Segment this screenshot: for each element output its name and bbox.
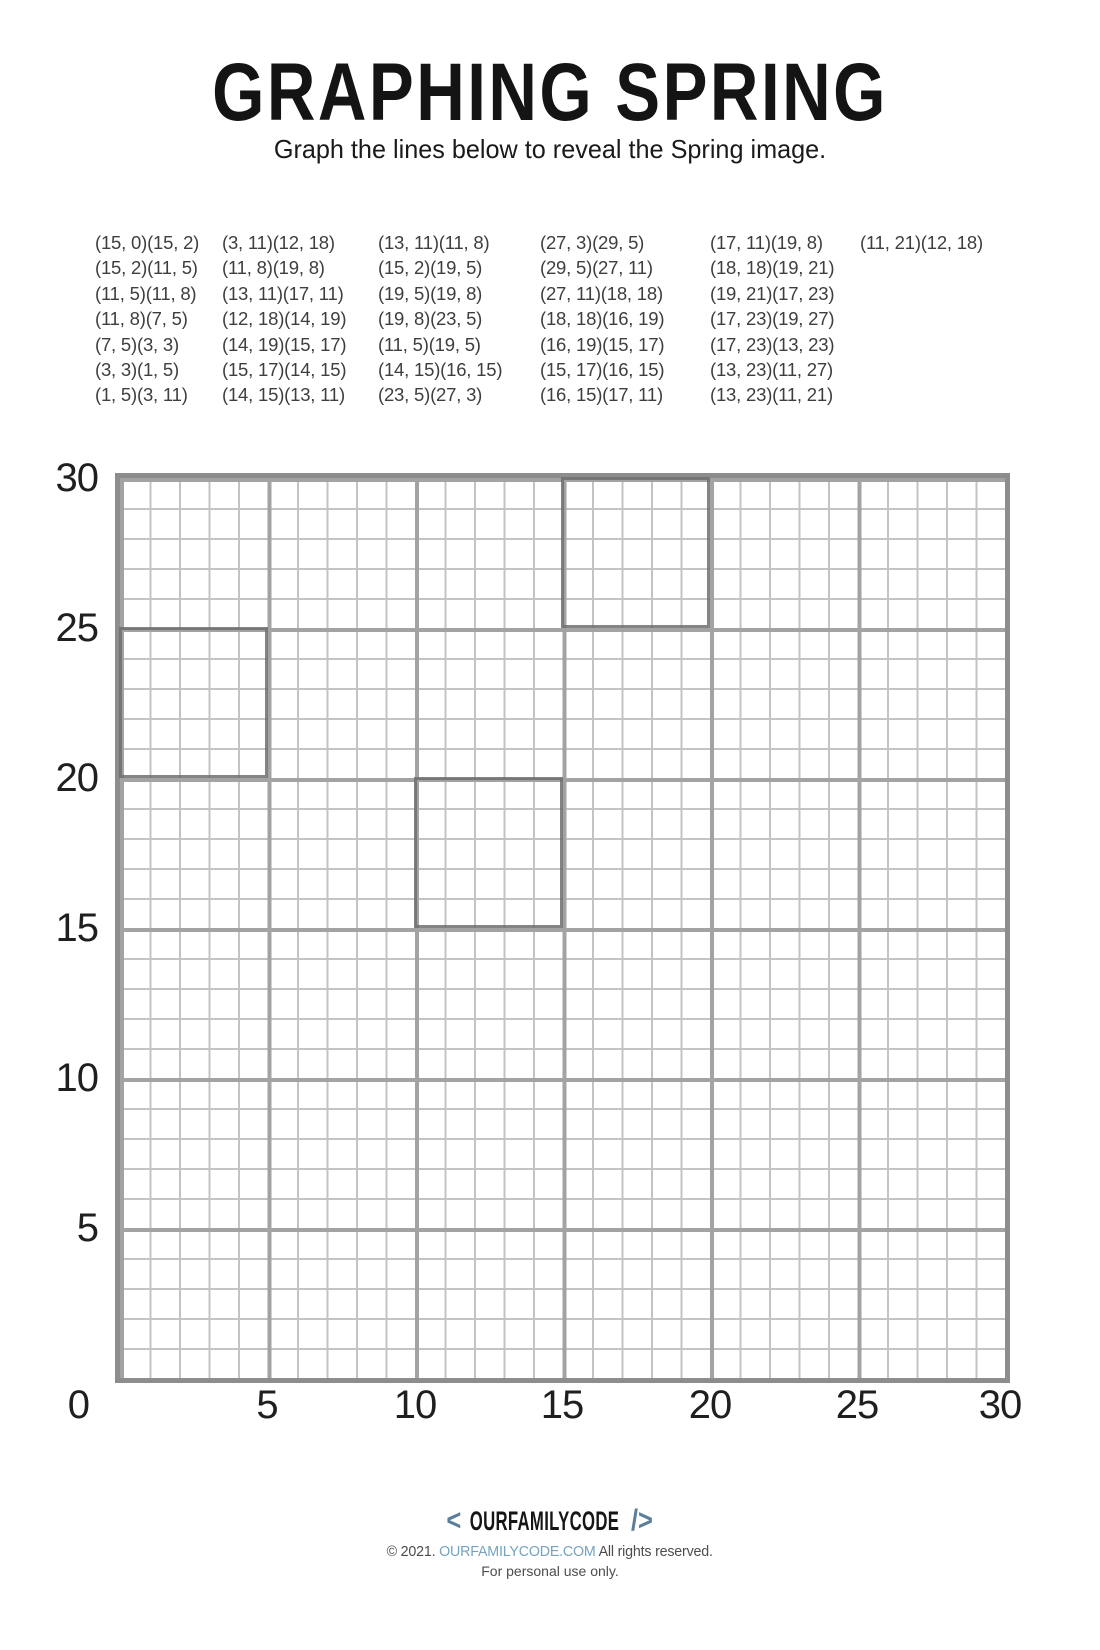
page-title: GRAPHING SPRING xyxy=(212,47,888,138)
coordinate-pair-line: (3, 3)(1, 5) xyxy=(95,359,179,381)
x-axis-label: 5 xyxy=(256,1383,278,1427)
coordinate-pair-line: (17, 11)(19, 8) xyxy=(710,232,823,253)
coordinate-pair-line: (1, 5)(3, 11) xyxy=(95,384,188,406)
coordinate-pair-line: (15, 0)(15, 2) xyxy=(95,232,200,253)
coordinate-pair-line: (3, 11)(12, 18) xyxy=(222,232,335,253)
coordinate-pair-line: (12, 18)(14, 19) xyxy=(222,308,347,330)
coordinate-pair-line: (16, 15)(17, 11) xyxy=(540,384,663,406)
coordinate-column-3 xyxy=(378,230,502,408)
coordinate-pair-line: (11, 8)(7, 5) xyxy=(95,308,188,330)
coordinate-pair-line: (17, 23)(13, 23) xyxy=(710,333,835,355)
grid-emphasis-block xyxy=(119,627,268,778)
coordinate-column-2 xyxy=(222,230,346,408)
coordinate-pair-line: (13, 23)(11, 27) xyxy=(710,359,833,381)
coordinate-pair-line: (23, 5)(27, 3) xyxy=(378,384,483,406)
y-axis-label: 15 xyxy=(55,906,98,950)
coordinate-grid xyxy=(115,473,1010,1383)
coordinate-pair-line: (7, 5)(3, 3) xyxy=(95,333,179,355)
ourfamilycode-logo xyxy=(445,1506,655,1536)
coordinate-pair-line: (16, 19)(15, 17) xyxy=(540,333,665,355)
copyright-line xyxy=(387,1543,713,1560)
personal-use-note: For personal use only. xyxy=(481,1563,619,1579)
coordinate-pair-line: (27, 3)(29, 5) xyxy=(540,232,645,253)
x-axis-label: 25 xyxy=(835,1383,879,1427)
coordinate-pair-line: (14, 19)(15, 17) xyxy=(222,333,347,355)
coordinate-pair-line: (11, 8)(19, 8) xyxy=(222,257,325,279)
logo-name: OURFAMILYCODE xyxy=(470,1505,620,1536)
coordinate-pair-line: (19, 8)(23, 5) xyxy=(378,308,483,330)
grid-emphasis-block xyxy=(561,477,710,628)
footer xyxy=(0,1506,1100,1579)
coordinate-pair-line: (13, 11)(11, 8) xyxy=(378,232,490,253)
coordinate-pair-line: (15, 17)(16, 15) xyxy=(540,359,665,381)
coordinate-pair-line: (15, 2)(19, 5) xyxy=(378,257,483,279)
coordinate-column-6 xyxy=(860,230,983,255)
grid-emphasis-block xyxy=(414,777,563,928)
coordinate-pair-line: (19, 21)(17, 23) xyxy=(710,282,835,304)
copyright-year: © 2021. xyxy=(386,1543,436,1560)
page-subtitle: Graph the lines below to reveal the Spring image. xyxy=(273,134,827,164)
x-axis-label: 10 xyxy=(393,1383,437,1427)
y-axis-label: 30 xyxy=(55,456,98,500)
logo-slash-bracket-icon: /> xyxy=(631,1504,654,1537)
y-axis-label: 5 xyxy=(76,1206,98,1250)
x-axis-label: 15 xyxy=(540,1383,584,1427)
coordinate-pair-line: (18, 18)(19, 21) xyxy=(710,257,835,279)
coordinate-pair-line: (11, 21)(12, 18) xyxy=(860,232,983,253)
x-axis-label: 20 xyxy=(688,1383,732,1427)
coordinate-pair-line: (11, 5)(19, 5) xyxy=(378,333,481,355)
copyright-rights: All rights reserved. xyxy=(598,1543,714,1560)
y-axis-label: 10 xyxy=(55,1056,98,1100)
coordinate-pair-line: (27, 11)(18, 18) xyxy=(540,282,663,304)
coordinate-pair-line: (15, 2)(11, 5) xyxy=(95,257,198,279)
coordinate-pair-line: (18, 18)(16, 19) xyxy=(540,308,665,330)
coordinate-pair-line: (29, 5)(27, 11) xyxy=(540,257,653,279)
coordinate-pair-line: (14, 15)(16, 15) xyxy=(378,359,503,381)
origin-label: 0 xyxy=(67,1383,90,1427)
coordinate-pair-line: (15, 17)(14, 15) xyxy=(222,359,347,381)
coordinate-pair-line: (17, 23)(19, 27) xyxy=(710,308,835,330)
logo-bracket-left-icon: < xyxy=(446,1504,461,1537)
coordinate-column-5 xyxy=(710,230,834,408)
coordinate-pair-line: (14, 15)(13, 11) xyxy=(222,384,345,406)
coordinate-pair-line: (11, 5)(11, 8) xyxy=(95,282,197,304)
coordinate-column-1 xyxy=(95,230,199,408)
y-axis-label: 20 xyxy=(55,756,98,800)
ourfamilycode-link[interactable]: OURFAMILYCODE.COM xyxy=(439,1543,596,1560)
y-axis-label: 25 xyxy=(55,606,98,650)
coordinate-pair-line: (19, 5)(19, 8) xyxy=(378,282,483,304)
coordinate-pair-line: (13, 11)(17, 11) xyxy=(222,282,344,304)
x-axis-label: 30 xyxy=(978,1383,1022,1427)
coordinate-pair-line: (13, 23)(11, 21) xyxy=(710,384,833,406)
coordinate-column-4 xyxy=(540,230,664,408)
